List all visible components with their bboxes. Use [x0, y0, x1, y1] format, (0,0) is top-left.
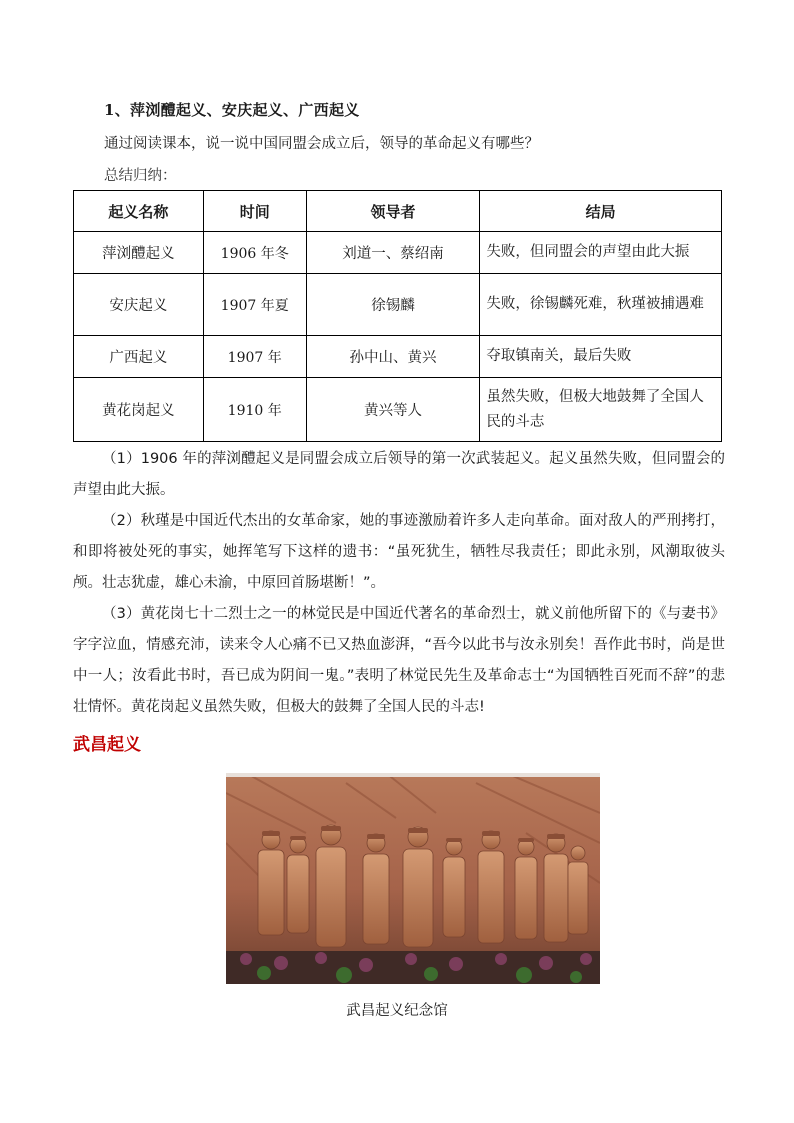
cell-name: 广西起义 — [74, 336, 204, 378]
cell-time: 1906 年冬 — [203, 232, 306, 274]
cell-time: 1910 年 — [203, 378, 306, 442]
table-header-row — [74, 191, 722, 232]
cell-result: 虽然失败，但极大地鼓舞了全国人民的斗志 — [480, 378, 722, 442]
cell-leader: 黄兴等人 — [306, 378, 480, 442]
cell-time: 1907 年夏 — [203, 274, 306, 336]
wuchang-heading: 武昌起义 — [73, 735, 141, 755]
cell-name: 安庆起义 — [74, 274, 204, 336]
memorial-relief-photo — [226, 773, 600, 984]
paragraph-pingliuli: （1）1906 年的萍浏醴起义是同盟会成立后领导的第一次武装起义。起义虽然失败，但同盟会的声望由此大振。 — [73, 451, 725, 498]
section-title: 1、萍浏醴起义、安庆起义、广西起义 — [104, 101, 360, 119]
cell-name: 黄花岗起义 — [74, 378, 204, 442]
header-leader: 领导者 — [306, 191, 480, 232]
cell-leader: 徐锡麟 — [306, 274, 480, 336]
cell-leader: 孙中山、黄兴 — [306, 336, 480, 378]
cell-leader: 刘道一、蔡绍南 — [306, 232, 480, 274]
cell-result: 失败，但同盟会的声望由此大振 — [480, 232, 722, 274]
table-row — [74, 336, 722, 378]
cell-result: 夺取镇南关，最后失败 — [480, 336, 722, 378]
uprisings-table — [73, 190, 722, 442]
header-name: 起义名称 — [74, 191, 204, 232]
table-row — [74, 378, 722, 442]
table-row — [74, 274, 722, 336]
paragraph-linjuemin: （3）黄花岗七十二烈士之一的林觉民是中国近代著名的革命烈士，就义前他所留下的《与妻书》字字泣血，情感充沛，读来令人心痛不已又热血澎湃，“吾今以此书与汝永别矣！吾作此书时，尚是世中一人；汝看此书时，吾已成为阴间一鬼。”表明了林觉民先生及革命志士“为国牺牲百死而不辞”的悲壮情怀。黄花岗起义虽然失败，但极大的鼓舞了全国人民的斗志! — [73, 606, 725, 715]
table-row — [74, 232, 722, 274]
header-result: 结局 — [480, 191, 722, 232]
summary-label: 总结归纳： — [104, 168, 177, 184]
cell-time: 1907 年 — [203, 336, 306, 378]
paragraph-qiujin: （2）秋瑾是中国近代杰出的女革命家，她的事迹激励着许多人走向革命。面对敌人的严刑拷打，和即将被处死的事实，她挥笔写下这样的遗书：“虽死犹生，牺牲尽我责任；即此永别，风潮取彼头颅。壮志犹虚，雄心未渝，中原回首肠堪断！”。 — [73, 513, 725, 591]
header-time: 时间 — [203, 191, 306, 232]
photo-caption: 武昌起义纪念馆 — [346, 1003, 448, 1019]
cell-result: 失败，徐锡麟死难，秋瑾被捕遇难 — [480, 274, 722, 336]
question-text: 通过阅读课本，说一说中国同盟会成立后，领导的革命起义有哪些？ — [104, 136, 539, 152]
cell-name: 萍浏醴起义 — [74, 232, 204, 274]
